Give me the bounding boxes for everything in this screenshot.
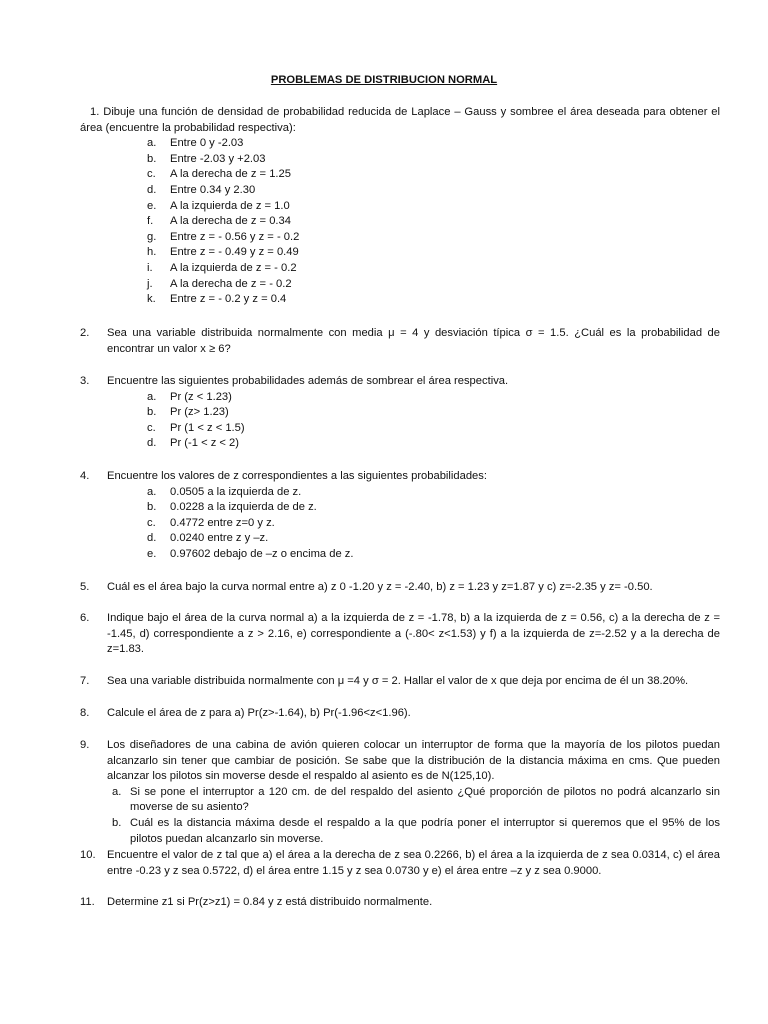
question-number: 6. (80, 612, 90, 624)
question-number: 8. (80, 707, 90, 719)
question-text: Sea una variable distribuida normalmente con μ =4 y σ = 2. Hallar el valor de x que deja por encima de él un 38.20%. (107, 675, 689, 687)
question-text: Encuentre las siguientes probabilidades además de sombrear el área respectiva. (107, 375, 509, 387)
list-item: b. Pr (z> 1.23) (147, 406, 229, 419)
question-text: Cuál es el área bajo la curva normal entre a) z 0 -1.20 y z = -2.40, b) z = 1.23 y z=1.87 y c) z=-2.35 y z= -0.50. (107, 581, 653, 593)
list-item: i. A la izquierda de z = - 0.2 (147, 261, 297, 274)
question-number: 1. (90, 106, 100, 118)
list-item: k. Entre z = - 0.2 y z = 0.4 (147, 293, 287, 306)
list-item: a. 0.0505 a la izquierda de z. (147, 485, 302, 498)
list-item: e. A la izquierda de z = 1.0 (147, 199, 290, 212)
list-item: d. 0.0240 entre z y –z. (147, 532, 269, 545)
question-number: 10. (80, 849, 96, 861)
list-item: d. Entre 0.34 y 2.30 (147, 183, 256, 196)
question-number: 7. (80, 675, 90, 687)
list-item: b. 0.0228 a la izquierda de de z. (147, 501, 317, 514)
list-item: a. Entre 0 y -2.03 (147, 137, 244, 150)
question-text: Encuentre los valores de z correspondientes a las siguientes probabilidades: (107, 470, 487, 482)
question-4 (80, 469, 720, 563)
question-text: Indique bajo el área de la curva normal a) a la izquierda de z = -1.78, b) a la izquierda de z = 0.56, c) a la derecha de z = -1.45, d) correspondiente a z > 2.16, e) correspondiente a (-.80< z<1.53) y f) a la izquierda de z=-2.52 y a la derecha de z=1.83. (107, 612, 720, 656)
list-item: g. Entre z = - 0.56 y z = - 0.2 (147, 230, 300, 243)
question-5 (80, 580, 720, 596)
question-number: 3. (80, 375, 90, 387)
question-1 (80, 105, 720, 308)
list-item: a. Pr (z < 1.23) (147, 390, 232, 403)
list-item: c. Pr (1 < z < 1.5) (147, 421, 245, 434)
list-item: a. Si se pone el interruptor a 120 cm. de del respaldo del asiento ¿Qué proporción de pilotos no podrá alcanzarlo sin moverse de su asiento? (112, 785, 720, 814)
list-item: j. A la derecha de z = - 0.2 (147, 277, 292, 290)
list-item: e. 0.97602 debajo de –z o encima de z. (147, 547, 354, 560)
question-3 (80, 374, 720, 452)
sub-list (80, 785, 720, 847)
question-number: 9. (80, 739, 90, 751)
list-item: b. Entre -2.03 y +2.03 (147, 152, 266, 165)
question-2 (80, 326, 720, 357)
list-item: f. A la derecha de z = 0.34 (147, 215, 291, 228)
question-text: Dibuje una función de densidad de probabilidad reducida de Laplace – Gauss y sombree el área deseada para obtener el área (encuentre la probabilidad respectiva): (80, 106, 721, 134)
question-number: 5. (80, 581, 90, 593)
question-number: 4. (80, 470, 90, 482)
question-6 (80, 611, 720, 658)
question-text: Determine z1 si Pr(z>z1) = 0.84 y z está distribuido normalmente. (107, 896, 433, 908)
list-item: b. Cuál es la distancia máxima desde el respaldo a la que podría poner el interruptor si queremos que el 95% de los pilotos puedan alcanzarlo sin moverse. (112, 816, 720, 845)
question-9 (80, 738, 720, 847)
question-11 (80, 895, 720, 911)
list-item: h. Entre z = - 0.49 y z = 0.49 (147, 246, 299, 259)
sub-list (80, 136, 720, 308)
sub-list (80, 485, 720, 563)
sub-list (80, 390, 720, 452)
list-item: c. A la derecha de z = 1.25 (147, 168, 291, 181)
question-text: Calcule el área de z para a) Pr(z>-1.64), b) Pr(-1.96<z<1.96). (107, 707, 411, 719)
question-text: Sea una variable distribuida normalmente con media μ = 4 y desviación típica σ = 1.5. ¿Cuál es la probabilidad de encontrar un valor x ≥ 6? (107, 327, 720, 355)
list-item: c. 0.4772 entre z=0 y z. (147, 516, 275, 529)
question-8 (80, 706, 720, 722)
question-10 (80, 848, 720, 879)
question-text: Los diseñadores de una cabina de avión quieren colocar un interruptor de forma que la mayoría de los pilotos puedan alcanzarlo sin tener que cambiar de posición. Se sabe que la distribución de la distancia máxima en cms. Que pueden alcanzar los pilotos sin moverse desde el respaldo al asiento es de N(125,10). (107, 739, 720, 783)
list-item: d. Pr (-1 < z < 2) (147, 437, 240, 450)
page-title: PROBLEMAS DE DISTRIBUCION NORMAL (270, 74, 498, 86)
question-7 (80, 674, 720, 690)
question-number: 2. (80, 327, 90, 339)
question-number: 11. (80, 896, 95, 908)
question-text: Encuentre el valor de z tal que a) el área a la derecha de z sea 0.2266, b) el área a la izquierda de z sea 0.0314, c) el área entre -0.23 y z sea 0.5722, d) el área entre 1.15 y z sea 0.0730 y e) el área entre –z y z sea 0.9000. (107, 849, 720, 877)
